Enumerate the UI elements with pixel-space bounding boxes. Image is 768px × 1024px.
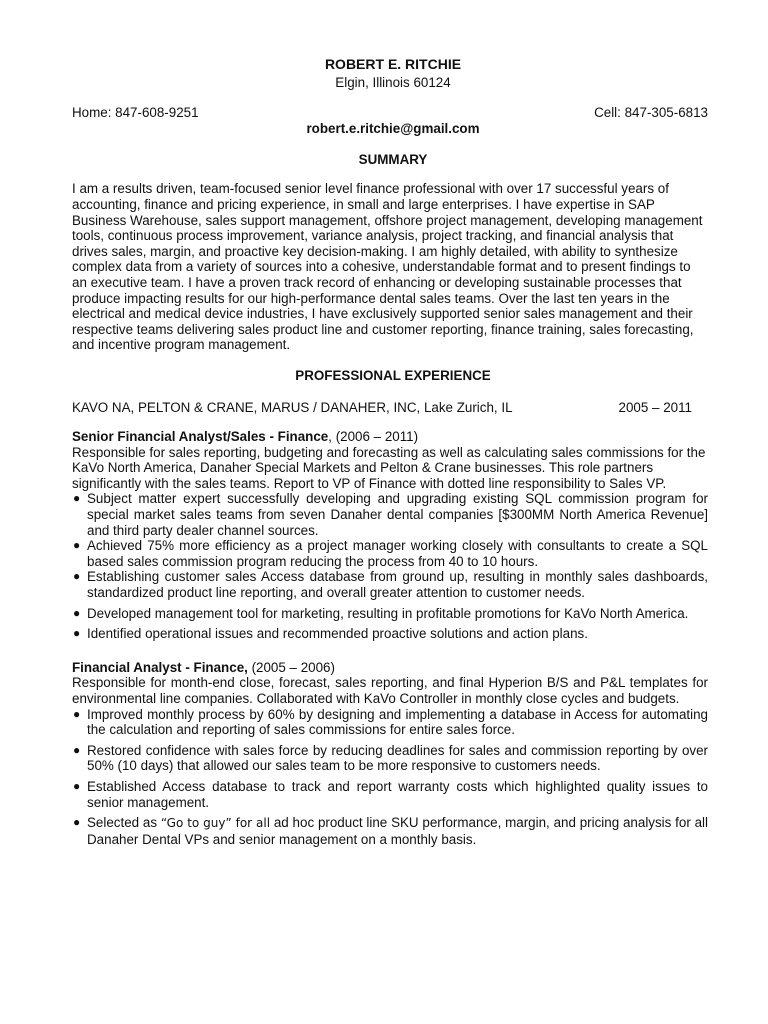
company-name: KAVO NA, PELTON & CRANE, MARUS / DANAHER, INC, Lake Zurich, IL — [72, 399, 513, 415]
bullet-icon: ● — [73, 778, 81, 793]
bullet-icon: ● — [73, 815, 81, 830]
role-title: Senior Financial Analyst/Sales - Finance — [72, 429, 329, 445]
role-bullet-list — [72, 707, 708, 848]
bullet-text: Identified operational issues and recommended proactive solutions and action plans. — [87, 626, 588, 642]
bullet-text: Established Access database to track and report warranty costs which highlighted quality issues to senior management. — [87, 778, 708, 810]
list-item — [72, 743, 708, 774]
list-item — [72, 606, 708, 622]
bullet-icon: ● — [73, 491, 81, 506]
bullet-icon: ● — [73, 706, 81, 721]
bullet-text-before: Selected as — [87, 815, 161, 831]
bullet-text: Achieved 75% more efficiency as a project manager working closely with consultants to create a SQL based sales commission program reducing the process from 40 to 10 hours. — [87, 538, 708, 569]
experience-heading: PROFESSIONAL EXPERIENCE — [295, 367, 491, 383]
bullet-text: Restored confidence with sales force by reducing deadlines for sales and commission reporting by over 50% (10 days) that allowed our sales team to be more responsive to customers needs. — [87, 742, 708, 774]
contact-row — [72, 105, 708, 121]
role-dates: , (2006 – 2011) — [328, 429, 419, 445]
role-title: Financial Analyst - Finance, — [72, 659, 248, 675]
home-phone: Home: 847-608-9251 — [72, 104, 199, 120]
list-item — [72, 626, 708, 642]
role-heading — [72, 660, 708, 676]
role-senior-financial-analyst — [72, 429, 708, 642]
role-heading — [72, 429, 708, 445]
list-item — [72, 707, 708, 738]
role-description: Responsible for sales reporting, budgeting and forecasting as well as calculating sales commissions for the KaVo North America, Danaher Special Markets and Pelton & Crane businesses. This role partners significantly with the sales teams. Report to VP of Finance with dotted line responsibility to Sales VP. — [72, 444, 706, 491]
summary-paragraph: I am a results driven, team-focused senior level finance professional with over 17 successful years of accounting, finance and pricing experience, in small and large enterprises. I have expertise in SAP Business Warehouse, sales support management, offshore project management, developing management tools, continuous process improvement, variance analysis, project tracking, and financial analysis that drives sales, margin, and proactive key decision-making. I am highly detailed, with ability to synthesize complex data from a variety of sources into a cohesive, understandable format and to present findings to an executive team. I have a proven track record of enhancing or developing sustainable processes that produce impacting results for our high-performance dental sales teams. Over the last ten years in the electrical and medical device industries, I have exclusively supported senior sales management and their respective teams delivering sales product line and customer reporting, finance training, sales forecasting, and incentive program management. — [72, 181, 703, 353]
summary-heading: SUMMARY — [358, 151, 428, 167]
company-dates: 2005 – 2011 — [618, 399, 692, 415]
cell-phone: Cell: 847-305-6813 — [594, 104, 708, 120]
role-financial-analyst — [72, 660, 708, 848]
bullet-icon: ● — [73, 626, 81, 641]
bullet-icon: ● — [73, 742, 81, 757]
list-item — [72, 569, 708, 600]
company-row — [72, 400, 708, 416]
bullet-icon: ● — [73, 569, 81, 584]
resume-page — [72, 50, 708, 847]
bullet-text: Developed management tool for marketing, resulting in profitable promotions for KaVo North America. — [87, 605, 689, 621]
role-dates: (2005 – 2006) — [247, 659, 335, 675]
bullet-text: Establishing customer sales Access database from ground up, resulting in monthly sales dashboards, standardized product line reporting, and overall greater attention to customer needs. — [87, 569, 708, 601]
list-item — [72, 491, 708, 538]
email-address: robert.e.ritchie@gmail.com — [306, 121, 480, 137]
list-item — [72, 538, 708, 569]
bullet-text-after: ad hoc product line SKU performance, margin, and pricing analysis for all Danaher Dental VPs and senior management on a monthly basis. — [87, 815, 708, 847]
role-bullet-list — [72, 491, 708, 641]
bullet-text: Improved monthly process by 60% by designing and implementing a database in Access for automating the calculation and reporting of sales commissions for entire sales force. — [87, 706, 708, 738]
candidate-name: ROBERT E. RITCHIE — [324, 56, 462, 72]
role-description: Responsible for month-end close, forecast, sales reporting, and final Hyperion B/S and P&L templates for environmental line companies. Collaborated with KaVo Controller in monthly close cycles and budgets. — [72, 675, 708, 706]
bullet-icon: ● — [73, 605, 81, 620]
list-item — [72, 815, 708, 847]
bullet-icon: ● — [73, 538, 81, 553]
candidate-address: Elgin, Illinois 60124 — [335, 75, 451, 90]
bullet-text-quote: “Go to guy” for all — [160, 816, 271, 831]
bullet-text: Subject matter expert successfully developing and upgrading existing SQL commission program for special market sales teams from seven Danaher dental companies [$300MM North America Revenue] and third party dealer channel sources. — [87, 491, 708, 538]
list-item — [72, 779, 708, 810]
